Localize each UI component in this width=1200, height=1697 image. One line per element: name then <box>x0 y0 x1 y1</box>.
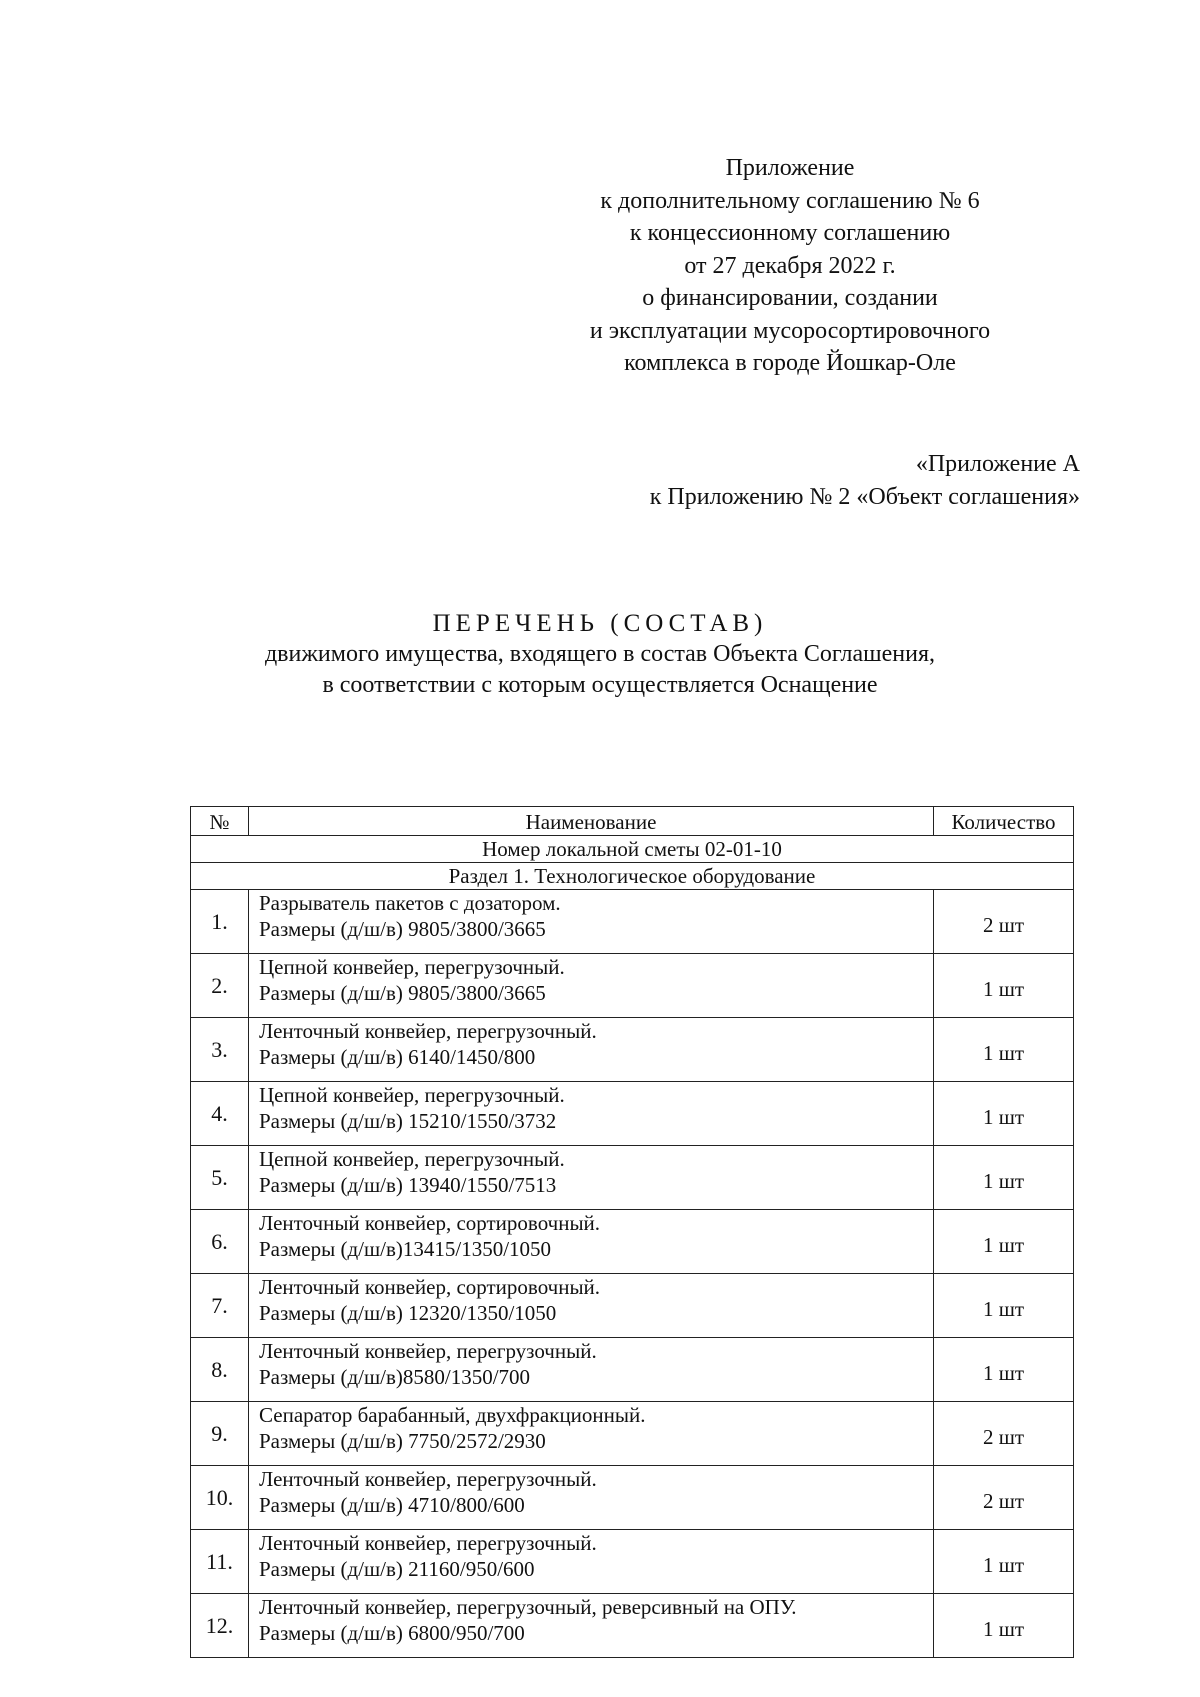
row-item-dimensions: Размеры (д/ш/в) 15210/1550/3732 <box>259 1109 557 1133</box>
row-number: 2. <box>191 954 249 1018</box>
table-row <box>191 890 1074 954</box>
annex-line: и эксплуатации мусоросортировочного <box>589 317 991 344</box>
row-name-cell <box>249 1402 934 1466</box>
table-row <box>191 1530 1074 1594</box>
row-quantity: 1 шт <box>934 1082 1074 1146</box>
annex-line: комплекса в городе Йошкар-Оле <box>624 350 956 376</box>
estimate-row <box>191 836 1074 863</box>
section-label: Раздел 1. Технологическое оборудование <box>191 863 1074 890</box>
row-number: 12. <box>191 1594 249 1658</box>
row-item-name: Ленточный конвейер, сортировочный. <box>259 1275 601 1299</box>
row-number: 4. <box>191 1082 249 1146</box>
row-quantity: 2 шт <box>934 1466 1074 1530</box>
row-item-name: Цепной конвейер, перегрузочный. <box>259 1083 565 1107</box>
row-quantity: 1 шт <box>934 954 1074 1018</box>
row-name-cell <box>249 1530 934 1594</box>
header-qty: Количество <box>934 807 1074 836</box>
header-name: Наименование <box>249 807 934 836</box>
row-item-dimensions: Размеры (д/ш/в) 21160/950/600 <box>259 1557 535 1581</box>
row-quantity: 1 шт <box>934 1210 1074 1274</box>
table-row <box>191 1210 1074 1274</box>
annex-a-line2: к Приложению № 2 «Объект соглашения» <box>649 484 1080 510</box>
row-item-dimensions: Размеры (д/ш/в) 7750/2572/2930 <box>259 1429 546 1453</box>
row-item-name: Ленточный конвейер, сортировочный. <box>259 1211 601 1235</box>
row-item-dimensions: Размеры (д/ш/в)13415/1350/1050 <box>259 1237 552 1261</box>
row-number: 9. <box>191 1402 249 1466</box>
row-item-name: Разрыватель пакетов с дозатором. <box>259 891 561 915</box>
row-item-name: Сепаратор барабанный, двухфракционный. <box>259 1403 646 1427</box>
table-header-row <box>191 807 1074 836</box>
row-quantity: 1 шт <box>934 1018 1074 1082</box>
row-item-dimensions: Размеры (д/ш/в) 12320/1350/1050 <box>259 1301 557 1325</box>
row-item-dimensions: Размеры (д/ш/в) 6140/1450/800 <box>259 1045 536 1069</box>
annex-line: к дополнительному соглашению № 6 <box>600 187 980 214</box>
row-number: 5. <box>191 1146 249 1210</box>
row-item-dimensions: Размеры (д/ш/в) 9805/3800/3665 <box>259 917 546 941</box>
row-name-cell <box>249 890 934 954</box>
row-item-name: Ленточный конвейер, перегрузочный. <box>259 1467 597 1491</box>
table-row <box>191 954 1074 1018</box>
table-row <box>191 1594 1074 1658</box>
row-item-dimensions: Размеры (д/ш/в) 13940/1550/7513 <box>259 1173 557 1197</box>
table-row <box>191 1274 1074 1338</box>
row-item-name: Ленточный конвейер, перегрузочный, реверсивный на ОПУ. <box>259 1595 797 1619</box>
row-item-dimensions: Размеры (д/ш/в) 9805/3800/3665 <box>259 981 546 1005</box>
row-name-cell <box>249 1082 934 1146</box>
row-quantity: 1 шт <box>934 1594 1074 1658</box>
row-name-cell <box>249 954 934 1018</box>
annex-header <box>560 152 1020 380</box>
row-quantity: 2 шт <box>934 890 1074 954</box>
annex-line: о финансировании, создании <box>642 285 938 311</box>
section-row <box>191 863 1074 890</box>
table-row <box>191 1466 1074 1530</box>
annex-a-reference <box>650 448 1080 514</box>
annex-a-line1: «Приложение А <box>915 451 1080 477</box>
row-item-name: Цепной конвейер, перегрузочный. <box>259 955 565 979</box>
list-heading: ПЕРЕЧЕНЬ (СОСТАВ) <box>432 610 768 637</box>
annex-line: к концессионному соглашению <box>629 220 951 246</box>
annex-line: от 27 декабря 2022 г. <box>684 252 896 279</box>
row-number: 7. <box>191 1274 249 1338</box>
row-item-name: Ленточный конвейер, перегрузочный. <box>259 1339 597 1363</box>
table-row <box>191 1338 1074 1402</box>
row-name-cell <box>249 1466 934 1530</box>
row-item-name: Ленточный конвейер, перегрузочный. <box>259 1531 597 1555</box>
row-item-dimensions: Размеры (д/ш/в)8580/1350/700 <box>259 1365 531 1389</box>
row-quantity: 1 шт <box>934 1274 1074 1338</box>
row-name-cell <box>249 1338 934 1402</box>
row-item-name: Ленточный конвейер, перегрузочный. <box>259 1019 597 1043</box>
row-number: 6. <box>191 1210 249 1274</box>
row-name-cell <box>249 1594 934 1658</box>
list-subtitle-line2: в соответствии с которым осуществляется Оснащение <box>322 672 878 698</box>
estimate-label: Номер локальной сметы 02-01-10 <box>191 836 1074 863</box>
row-name-cell <box>249 1210 934 1274</box>
row-quantity: 2 шт <box>934 1402 1074 1466</box>
row-name-cell <box>249 1274 934 1338</box>
row-number: 10. <box>191 1466 249 1530</box>
row-name-cell <box>249 1018 934 1082</box>
row-number: 11. <box>191 1530 249 1594</box>
table-row <box>191 1018 1074 1082</box>
row-number: 1. <box>191 890 249 954</box>
row-item-dimensions: Размеры (д/ш/в) 6800/950/700 <box>259 1621 525 1645</box>
equipment-table <box>190 806 1074 1658</box>
row-quantity: 1 шт <box>934 1530 1074 1594</box>
annex-line: Приложение <box>725 155 855 181</box>
row-quantity: 1 шт <box>934 1338 1074 1402</box>
row-number: 3. <box>191 1018 249 1082</box>
header-num: № <box>191 807 249 836</box>
row-quantity: 1 шт <box>934 1146 1074 1210</box>
row-name-cell <box>249 1146 934 1210</box>
row-item-name: Цепной конвейер, перегрузочный. <box>259 1147 565 1171</box>
list-title <box>150 608 1050 701</box>
row-item-dimensions: Размеры (д/ш/в) 4710/800/600 <box>259 1493 525 1517</box>
list-subtitle-line1: движимого имущества, входящего в состав Объекта Соглашения, <box>264 641 936 667</box>
table-row <box>191 1082 1074 1146</box>
table-row <box>191 1402 1074 1466</box>
table-row <box>191 1146 1074 1210</box>
row-number: 8. <box>191 1338 249 1402</box>
